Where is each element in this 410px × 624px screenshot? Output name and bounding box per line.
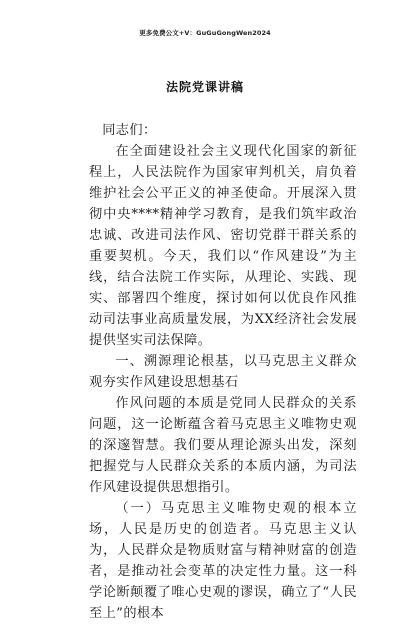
paragraph-intro: 在全面建设社会主义现代化国家的新征程上，人民法院作为国家审判机关，肩负着维护社会公平正义的神圣使命。开展深入贯彻中央****精神学习教育，是我们筑牢政治忠诚、改进司法作风、密切党群干群关系的重要契机。今天，我们以“作风建设”为主线，结合法院工作实际，从理论、实践、现实、部署四个维度，探讨如何以优良作风推动司法事业高质量发展，为XX经济社会发展提供坚实司法保障。 [89,144,357,348]
salutation: 同志们： [102,123,157,138]
section-heading-1: 一、溯源理论根基，以马克思主义群众观夯实作风建设思想基石 [89,354,357,390]
header-note: 更多免费公文+V：GuGuGongWen2024 [139,29,271,37]
document-body [89,120,357,624]
document-title: 法院党课讲稿 [165,80,244,94]
paragraph-section-1: 作风问题的本质是党同人民群众的关系问题，这一论断蕴含着马克思主义唯物史观的深邃智慧。我们要从理论源头出发，深刻把握党与人民群众关系的本质内涵，为司法作风建设提供思想指引。 [89,396,357,495]
paragraph-subsection-1: （一）马克思主义唯物史观的根本立场，人民是历史的创造者。马克思主义认为，人民群众是物质财富与精神财富的创造者，是推动社会变革的决定性力量。这一科学论断颠覆了唯心史观的谬误，确立了“人民至上”的根本 [89,501,357,621]
